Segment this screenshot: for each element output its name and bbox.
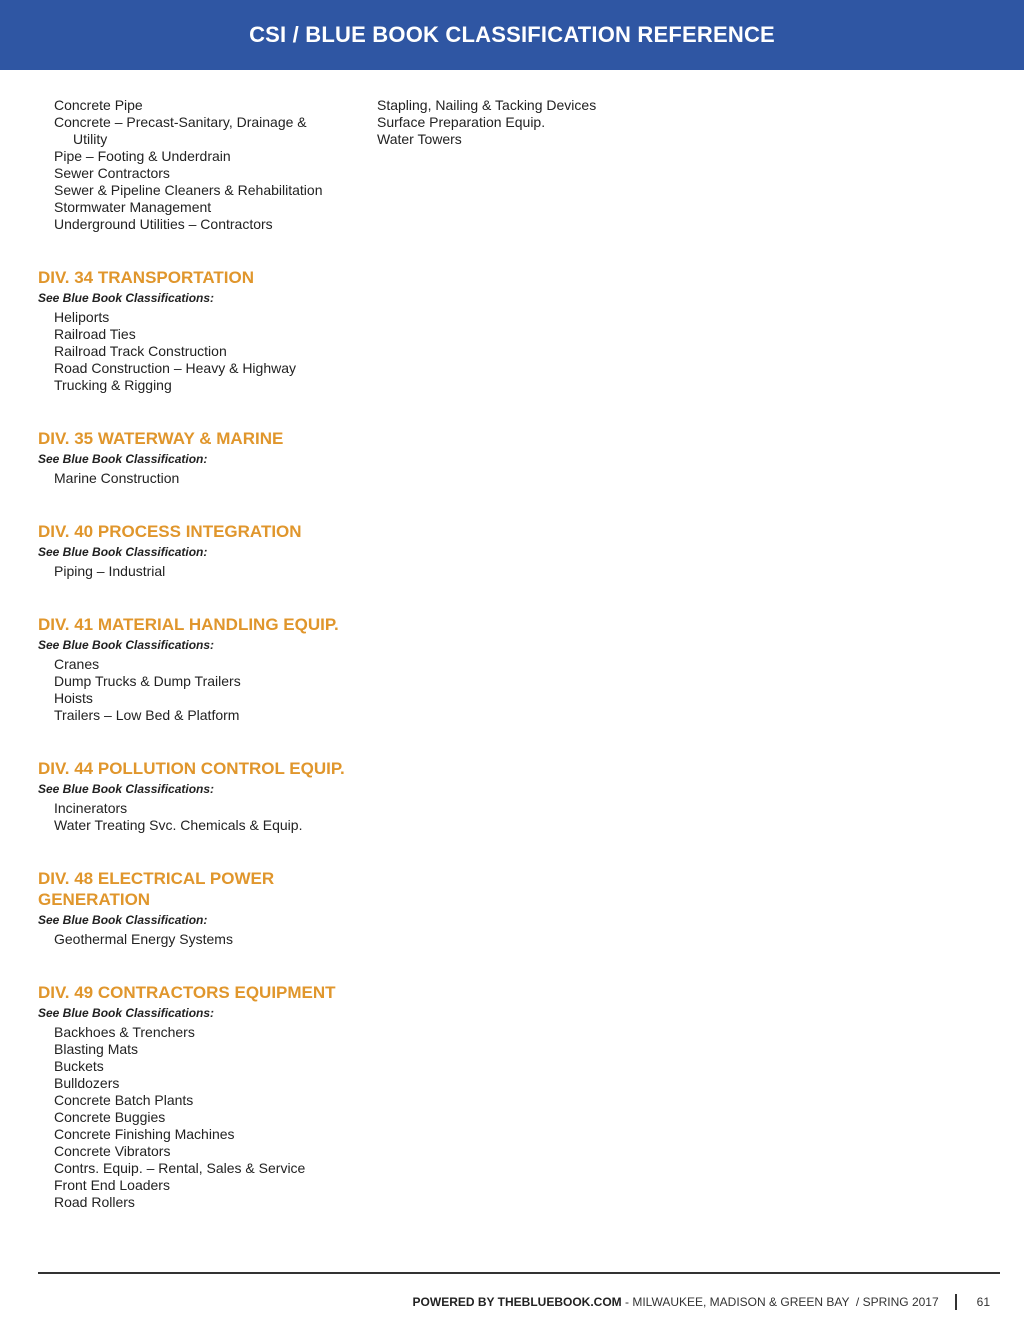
list-item: Road Rollers (54, 1194, 135, 1210)
section-title (38, 868, 358, 910)
list-item: Surface Preparation Equip. (377, 114, 546, 130)
footer-separator (955, 1294, 957, 1310)
see-note: See Blue Book Classifications: (38, 291, 215, 305)
list-item: Incinerators (54, 800, 128, 816)
list-item: Stormwater Management (54, 199, 212, 215)
list-item: Concrete Batch Plants (54, 1092, 194, 1108)
footer-edition: - MILWAUKEE, MADISON & GREEN BAY / SPRING 2017 (621, 1295, 939, 1309)
section-title: DIV. 49 CONTRACTORS EQUIPMENT (38, 983, 336, 1002)
list-item: Road Construction – Heavy & Highway (54, 360, 297, 376)
classification-list (38, 309, 358, 394)
list-item: Pipe – Footing & Underdrain (54, 148, 231, 164)
see-note: See Blue Book Classifications: (38, 638, 215, 652)
list-item: Trucking & Rigging (54, 377, 172, 393)
list-item: Buckets (54, 1058, 104, 1074)
list-item: Dump Trucks & Dump Trailers (54, 673, 241, 689)
classification-list (38, 931, 358, 948)
classification-list (38, 470, 358, 487)
list-item: Water Towers (377, 131, 462, 147)
section-title: DIV. 41 MATERIAL HANDLING EQUIP. (38, 615, 339, 634)
list-item: Bulldozers (54, 1075, 120, 1091)
list-item-line: Utility (73, 131, 108, 147)
section-div-40 (38, 521, 358, 580)
classification-list (38, 563, 358, 580)
see-note: See Blue Book Classification: (38, 913, 208, 927)
section-div-48 (38, 868, 358, 948)
classification-list (38, 656, 358, 724)
classification-list (38, 800, 358, 834)
list-item: Underground Utilities – Contractors (54, 216, 273, 232)
header-bar (0, 0, 1024, 70)
list-item: Railroad Ties (54, 326, 136, 342)
see-note: See Blue Book Classifications: (38, 1006, 215, 1020)
list-item: Hoists (54, 690, 93, 706)
page-number: 61 (976, 1295, 990, 1309)
footer-divider (38, 1272, 1000, 1274)
list-item: Concrete Buggies (54, 1109, 166, 1125)
right-column (377, 97, 717, 148)
section-title: DIV. 35 WATERWAY & MARINE (38, 429, 284, 448)
list-item: Cranes (54, 656, 100, 672)
section-div-44 (38, 758, 358, 834)
section-title-line: DIV. 48 ELECTRICAL POWER (38, 869, 275, 888)
section-title: DIV. 34 TRANSPORTATION (38, 268, 254, 287)
list-item: Contrs. Equip. – Rental, Sales & Service (54, 1160, 306, 1176)
right-classification-list (377, 97, 717, 148)
see-note: See Blue Book Classifications: (38, 782, 215, 796)
classification-list (38, 1024, 358, 1211)
list-item: Piping – Industrial (54, 563, 166, 579)
list-item: Marine Construction (54, 470, 180, 486)
section-title: DIV. 44 POLLUTION CONTROL EQUIP. (38, 759, 345, 778)
list-item: Sewer Contractors (54, 165, 170, 181)
list-item-line: Concrete – Precast-Sanitary, Drainage & (54, 114, 307, 130)
page-footer (413, 1294, 990, 1310)
list-item: Concrete Finishing Machines (54, 1126, 235, 1142)
section-div-34 (38, 267, 358, 394)
section-div-41 (38, 614, 358, 724)
section-title-line: GENERATION (38, 890, 151, 909)
see-note: See Blue Book Classification: (38, 545, 208, 559)
list-item: Concrete Pipe (54, 97, 143, 113)
list-item: Front End Loaders (54, 1177, 170, 1193)
page-title: CSI / BLUE BOOK CLASSIFICATION REFERENCE (249, 22, 775, 47)
section-title: DIV. 40 PROCESS INTEGRATION (38, 522, 302, 541)
list-item: Geothermal Energy Systems (54, 931, 233, 947)
list-item: Trailers – Low Bed & Platform (54, 707, 240, 723)
list-item (38, 114, 358, 148)
list-item: Railroad Track Construction (54, 343, 227, 359)
list-item: Water Treating Svc. Chemicals & Equip. (54, 817, 303, 833)
list-item: Stapling, Nailing & Tacking Devices (377, 97, 597, 113)
section-div-35 (38, 428, 358, 487)
top-classification-list (38, 97, 358, 233)
section-div-49 (38, 982, 358, 1211)
list-item: Backhoes & Trenchers (54, 1024, 195, 1040)
see-note: See Blue Book Classification: (38, 452, 208, 466)
list-item: Heliports (54, 309, 110, 325)
list-item: Blasting Mats (54, 1041, 139, 1057)
left-column (38, 97, 358, 1211)
list-item: Sewer & Pipeline Cleaners & Rehabilitation (54, 182, 323, 198)
list-item: Concrete Vibrators (54, 1143, 171, 1159)
footer-powered-by: POWERED BY THEBLUEBOOK.COM (412, 1295, 622, 1309)
